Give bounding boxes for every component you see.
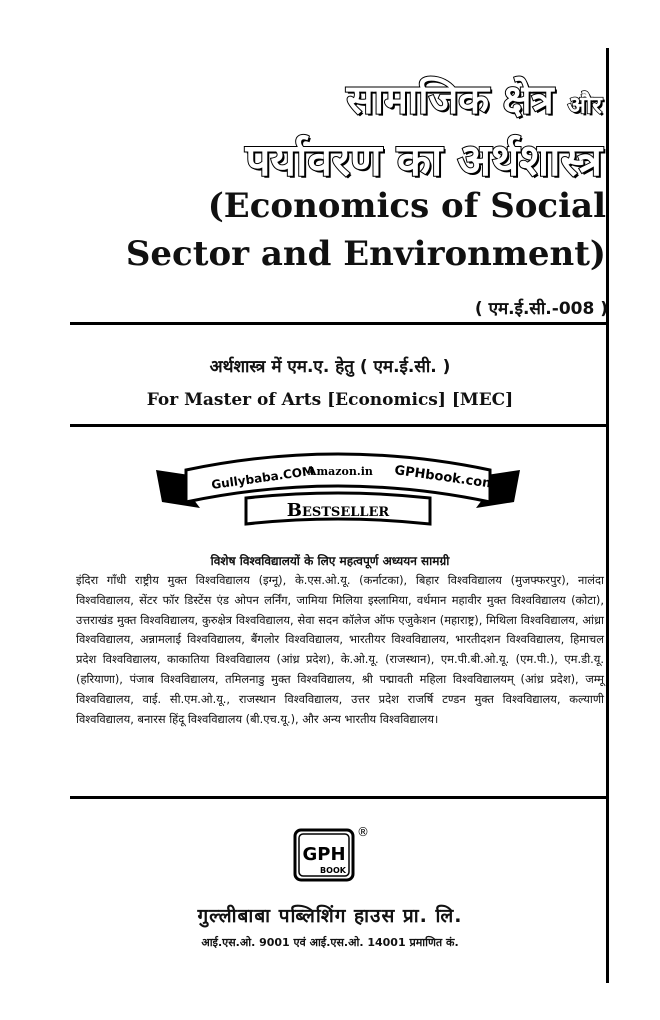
site-gphbook: GPHbook.com bbox=[393, 463, 497, 493]
divider-bottom bbox=[70, 796, 608, 799]
university-heading: विशेष विश्वविद्यालयों के लिए महत्वपूर्ण अध्ययन सामग्री bbox=[210, 554, 450, 568]
subtitle-hindi: अर्थशास्त्र में एम.ए. हेतु ( एम.ई.सी. ) bbox=[209, 357, 451, 377]
english-title-line-1: (Economics of Social bbox=[207, 186, 606, 226]
logo-gph-text: GPH bbox=[302, 844, 346, 865]
subtitle-english: For Master of Arts [Economics] [MEC] bbox=[146, 390, 514, 410]
ribbon-graphic bbox=[148, 440, 528, 540]
university-list: इंदिरा गाँधी राष्ट्रीय मुक्त विश्वविद्यालय (इग्नू), के.एस.ओ.यू. (कर्नाटका), बिहार विश्वविद्यालय (मुजफ्फरपुर), नालंदा विश्वविद्यालय, सेंटर फॉर डिस्टेंस एंड ओपन लर्निंग, जामिया मिलिया इस्लामिया, वर्धमान महावीर मुक्त विश्वविद्यालय (कोटा), उत्तराखंड मुक्त विश्वविद्यालय, कुरुक्षेत्र विश्वविद्यालय, सेवा सदन कॉलेज ऑफ एजुकेशन (महाराष्ट्र), मिथिला विश्वविद्यालय, आंध्रा विश्वविद्यालय, अन्नामलाई विश्वविद्यालय, बैंगलोर विश्वविद्यालय, भारतीयर विश्वविद्यालय, भारतीदशन विश्वविद्यालय, हिमाचल प्रदेश विश्वविद्यालय, काकातिया विश्वविद्यालय (आंध्र प्रदेश), के.ओ.यू. (राजस्थान), एम.पी.बी.ओ.यू. (एम.पी.), एम.डी.यू. (हरियाणा), पंजाब विश्वविद्यालय, तमिलनाडु मुक्त विश्वविद्यालय, श्री पद्मावती महिला विश्वविद्यालयम् (आंध्र प्रदेश), जम्मू विश्वविद्यालय, वाई. सी.एम.ओ.यू., राजस्थान विश्वविद्यालय, उत्तर प्रदेश राजर्षि टण्डन मुक्त विश्वविद्यालय, कल्याणी विश्वविद्यालय, बनारस हिंदू विश्वविद्यालय (बी.एच.यू.), और अन्य भारतीय विश्वविद्यालय। bbox=[76, 573, 604, 726]
hindi-title-line-2: पर्यावरण का अर्थशास्त्र bbox=[245, 135, 602, 186]
divider-top bbox=[70, 322, 608, 325]
hindi-title-line-1 bbox=[347, 70, 602, 125]
right-border-rule bbox=[606, 48, 609, 983]
gph-logo bbox=[289, 824, 373, 886]
site-amazon: Amazon.in bbox=[308, 465, 373, 478]
publisher-name: गुल्लीबाबा पब्लिशिंग हाउस प्रा. लि. bbox=[197, 905, 463, 927]
gph-book-icon bbox=[289, 824, 373, 886]
logo-book-text: BOOK bbox=[320, 866, 346, 875]
english-title-line-2: Sector and Environment) bbox=[125, 234, 606, 274]
iso-certification: आई.एस.ओ. 9001 एवं आई.एस.ओ. 14001 प्रमाणित कं. bbox=[201, 936, 459, 949]
course-code: ( एम.ई.सी.-008 ) bbox=[474, 299, 608, 319]
registered-mark: ® bbox=[357, 825, 369, 839]
divider-middle bbox=[70, 424, 608, 427]
site-gullybaba: Gullybaba.COM bbox=[210, 463, 315, 492]
hindi-title-aur: और bbox=[567, 91, 602, 119]
bestseller-label: Bestseller bbox=[286, 500, 390, 521]
hindi-title-part: सामाजिक क्षेत्र bbox=[346, 77, 554, 123]
bestseller-banner bbox=[148, 440, 528, 540]
